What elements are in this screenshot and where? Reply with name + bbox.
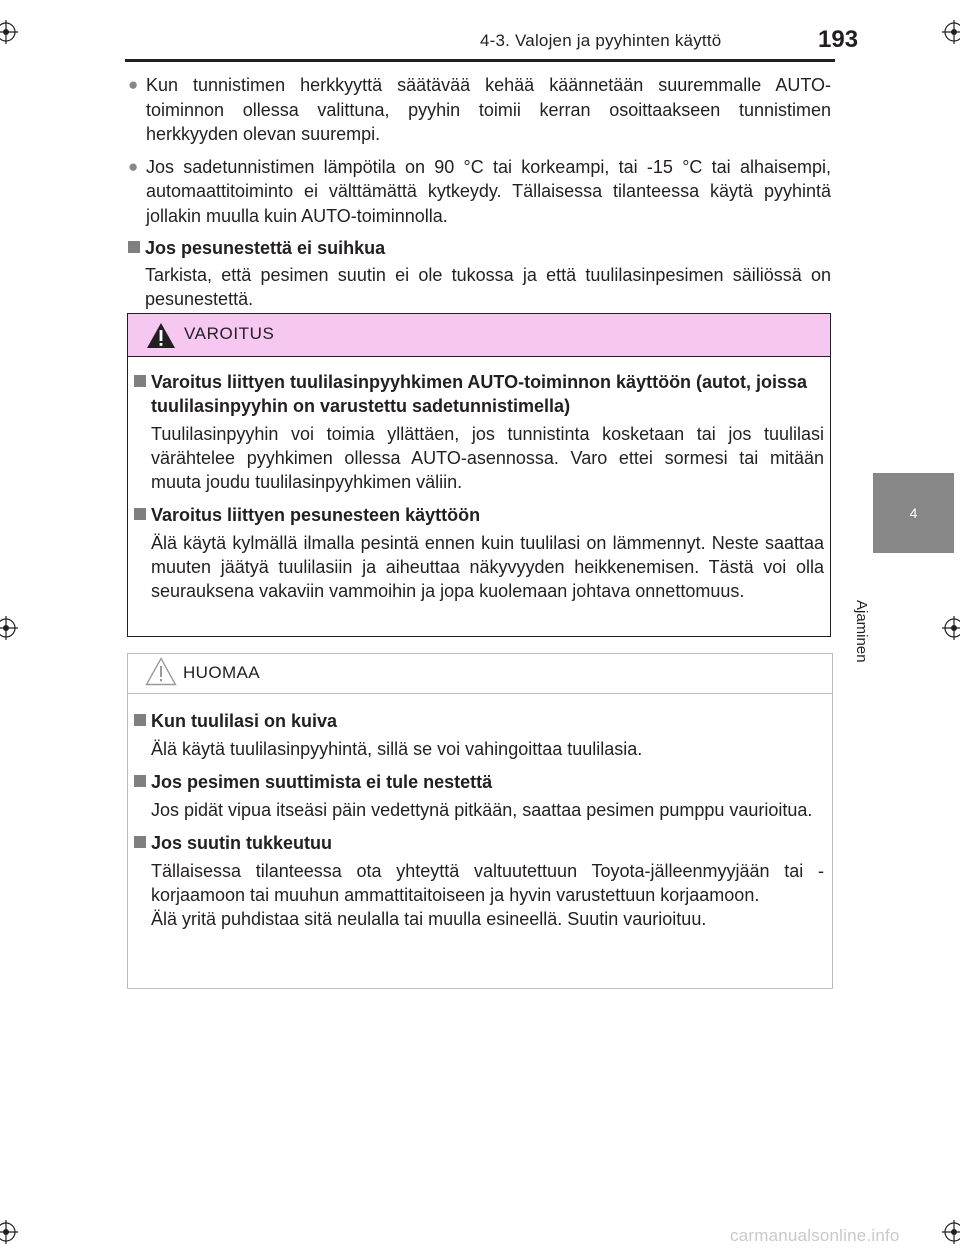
main-content (128, 73, 831, 312)
warning-item-heading: Varoitus liittyen pesunesteen käyttöön (134, 503, 824, 527)
warning-item-text: Tuulilasinpyyhin voi toimia yllättäen, jos tunnistinta kosketaan tai jos tuulilasi värähtelee pyyhkimen ollessa AUTO-asennossa. Varo ettei sormesi tai mitään muuta joudu tuulilasinpyyhkimen väliin. (151, 424, 824, 492)
bullet-dot-icon: ● (128, 75, 139, 94)
square-bullet-icon (134, 375, 146, 387)
registration-mark-icon (0, 616, 18, 640)
registration-mark-icon (0, 20, 18, 44)
chapter-tab: 4 (873, 473, 954, 553)
square-bullet-icon (134, 508, 146, 520)
page-number: 193 (818, 26, 859, 53)
warning-triangle-icon (146, 322, 176, 349)
notice-body (134, 709, 824, 940)
section-text: Tarkista, että pesimen suutin ei ole tukossa ja että tuulilasinpesimen säiliössä on pesunestettä. (145, 264, 831, 309)
square-bullet-icon (128, 241, 140, 253)
notice-item-text: Älä käytä tuulilasinpyyhintä, sillä se voi vahingoittaa tuulilasia. (151, 739, 643, 759)
chapter-label: Ajaminen (853, 600, 870, 663)
bullet-item: ● Kun tunnistimen herkkyyttä säätävää kehää käännetään suuremmalle AUTO-toiminnon ollessa valittuna, pyyhin toimii kerran osoittaakseen tunnistimen herkkyyden olevan suurempi. (128, 75, 831, 144)
notice-item-heading: Kun tuulilasi on kuiva (134, 709, 824, 733)
notice-header (128, 654, 832, 694)
bullet-dot-icon: ● (128, 156, 139, 176)
watermark: carmanualsonline.info (730, 1226, 900, 1245)
warning-header (128, 314, 830, 357)
notice-item-text: Jos pidät vipua itseäsi päin vedettynä pitkään, saattaa pesimen pumppu vaurioitua. (151, 800, 813, 820)
registration-mark-icon (942, 1220, 960, 1244)
warning-item-heading: Varoitus liittyen tuulilasinpyyhkimen AUTO-toiminnon käyttöön (autot, joissa tuulilasinpyyhin on varustettu sadetunnistimella) (134, 370, 824, 418)
notice-box (127, 653, 833, 989)
section-heading: Jos pesunestettä ei suihkua (128, 236, 831, 261)
registration-mark-icon (0, 1220, 18, 1244)
warning-item-text: Älä käytä kylmällä ilmalla pesintä ennen kuin tuulilasi on lämmennyt. Neste saattaa muuten jäätyä tuulilasiin ja aiheuttaa näkyvyyden heikkenemisen. Tästä voi olla seurauksena vakaviin vammoihin ja jopa kuolemaan johtava onnettomuus. (151, 533, 824, 601)
notice-item-heading: Jos pesimen suuttimista ei tule nestettä (134, 770, 824, 794)
notice-item-text: Tällaisessa tilanteessa ota yhteyttä valtuutettuun Toyota-jälleenmyyjään tai -korjaamoon tai muuhun ammattitaitoiseen ja hyvin varustettuun korjaamoon. Älä yritä puhdistaa sitä neulalla tai muulla esineellä. Suutin vaurioituu. (151, 861, 824, 929)
warning-body (134, 370, 824, 612)
square-bullet-icon (134, 775, 146, 787)
square-bullet-icon (134, 836, 146, 848)
notice-title: HUOMAA (183, 663, 261, 682)
notice-item-heading: Jos suutin tukkeutuu (134, 831, 824, 855)
warning-title: VAROITUS (184, 324, 275, 343)
caution-triangle-icon (145, 657, 177, 686)
bullet-item: ● Jos sadetunnistimen lämpötila on 90 °C tai korkeampi, tai -15 °C tai alhaisempi, automaattitoiminto ei välttämättä kytkeydy. Tällaisessa tilanteessa käytä pyyhintä jollakin muulla kuin AUTO-toiminnolla. (128, 156, 831, 226)
section-title: 4-3. Valojen ja pyyhinten käyttö (480, 31, 722, 50)
header-rule (125, 59, 835, 62)
square-bullet-icon (134, 714, 146, 726)
warning-box (127, 313, 831, 637)
registration-mark-icon (942, 616, 960, 640)
registration-mark-icon (942, 20, 960, 44)
